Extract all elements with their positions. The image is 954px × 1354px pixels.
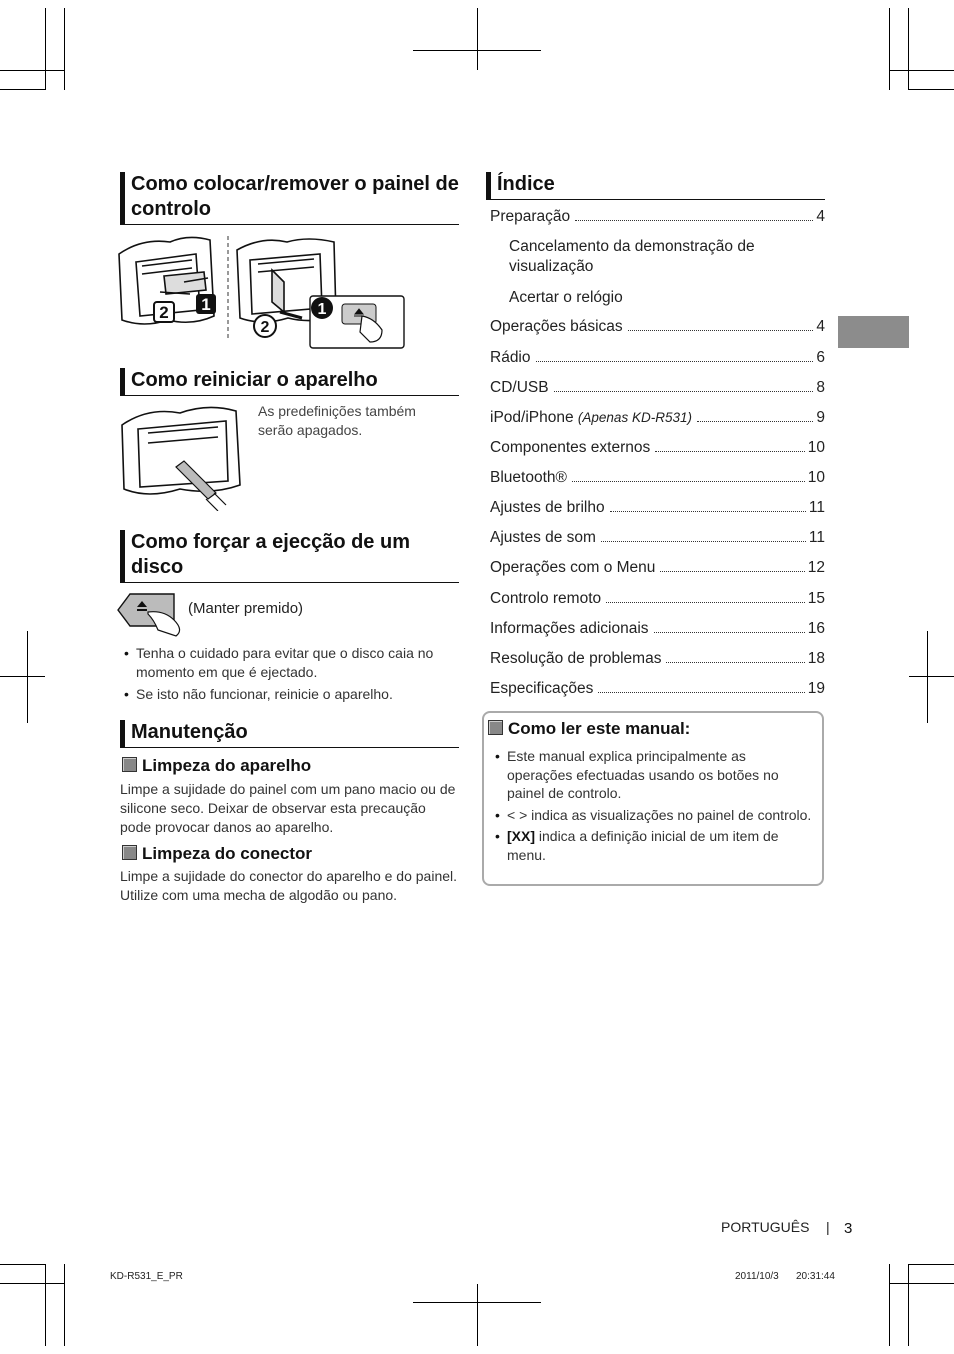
print-date: 2011/10/3 <box>735 1271 779 1282</box>
list-item: • Este manual explica principalmente as operações efectuadas usando os botões no painel de controlo. <box>492 747 812 803</box>
reset-note: As predefinições também serão apagados. <box>258 403 416 438</box>
toc-entry[interactable]: Operações básicas 4 <box>490 318 825 335</box>
reset-illustration <box>118 403 250 511</box>
heading-manutencao: Manutenção <box>120 720 459 748</box>
section-tab-marker <box>838 316 909 348</box>
toc-entry[interactable]: Operações com o Menu 12 <box>490 559 825 576</box>
heading-colocar: Como colocar/remover o painel de controlo <box>120 172 459 225</box>
list-item: • < > indica as visualizações no painel de controlo. <box>492 806 812 825</box>
list-item: • [XX] indica a definição inicial de um item de menu. <box>492 827 812 864</box>
heading-reiniciar: Como reiniciar o aparelho <box>120 368 459 396</box>
toc-sub-entry[interactable]: Cancelamento da demonstração de visualização <box>509 238 755 275</box>
manual-note-list <box>492 747 812 867</box>
svg-text:1: 1 <box>201 295 211 314</box>
toc-entry[interactable]: Resolução de problemas 18 <box>490 650 825 667</box>
square-bullet-icon <box>122 845 137 860</box>
footer-language: PORTUGUÊS <box>721 1219 810 1235</box>
toc-entry[interactable]: Informações adicionais 16 <box>490 620 825 637</box>
toc-entry[interactable]: Preparação 4 <box>490 208 825 225</box>
footer-separator: | <box>826 1219 830 1235</box>
print-time: 20:31:44 <box>796 1271 835 1282</box>
toc-entry[interactable]: Bluetooth® 10 <box>490 469 825 486</box>
toc-sub-entry[interactable]: Acertar o relógio <box>509 289 623 306</box>
manual-note-title: Como ler este manual: <box>488 719 690 739</box>
heading-forcar: Como forçar a ejecção de um disco <box>120 530 459 583</box>
toc-entry[interactable]: Controlo remoto 15 <box>490 590 825 607</box>
hold-label: (Manter premido) <box>188 600 304 617</box>
toc-entry[interactable]: Rádio 6 <box>490 349 825 366</box>
default-setting-tag: [XX] <box>507 828 535 844</box>
svg-text:1: 1 <box>317 301 327 318</box>
square-bullet-icon <box>488 720 503 735</box>
doc-id: KD-R531_E_PR <box>110 1271 183 1282</box>
subheading-limpeza-conector: Limpeza do conector <box>122 844 312 864</box>
toc-entry[interactable]: Componentes externos 10 <box>490 439 825 456</box>
toc-entry[interactable]: CD/USB 8 <box>490 379 825 396</box>
panel-attach-illustration <box>112 232 410 350</box>
eject-button-illustration <box>114 590 190 638</box>
subheading-limpeza-aparelho: Limpeza do aparelho <box>122 756 311 776</box>
limpeza-conector-text: Limpe a sujidade do conector do aparelho e do painel. Utilize com uma mecha de algodão ou pano. <box>120 868 458 903</box>
svg-text:2: 2 <box>159 303 169 322</box>
list-item: • Tenha o cuidado para evitar que o disco caia no momento em que é ejectado. <box>121 644 451 682</box>
list-item: • Se isto não funcionar, reinicie o aparelho. <box>121 685 451 704</box>
limpeza-aparelho-text: Limpe a sujidade do painel com um pano macio ou de silicone seco. Deixar de observar esta precaução pode provocar danos ao aparelho. <box>120 781 456 835</box>
svg-text:2: 2 <box>260 319 270 336</box>
toc-entry[interactable]: Ajustes de brilho 11 <box>490 499 825 516</box>
square-bullet-icon <box>122 757 137 772</box>
heading-indice: Índice <box>486 172 825 200</box>
page-number: 3 <box>844 1220 853 1237</box>
eject-notes <box>121 644 451 707</box>
toc-entry[interactable]: iPod/iPhone (Apenas KD-R531) 9 <box>490 409 825 426</box>
toc-entry[interactable]: Especificações 19 <box>490 680 825 697</box>
manual-note-box <box>482 711 824 886</box>
toc-entry[interactable]: Ajustes de som 11 <box>490 529 825 546</box>
